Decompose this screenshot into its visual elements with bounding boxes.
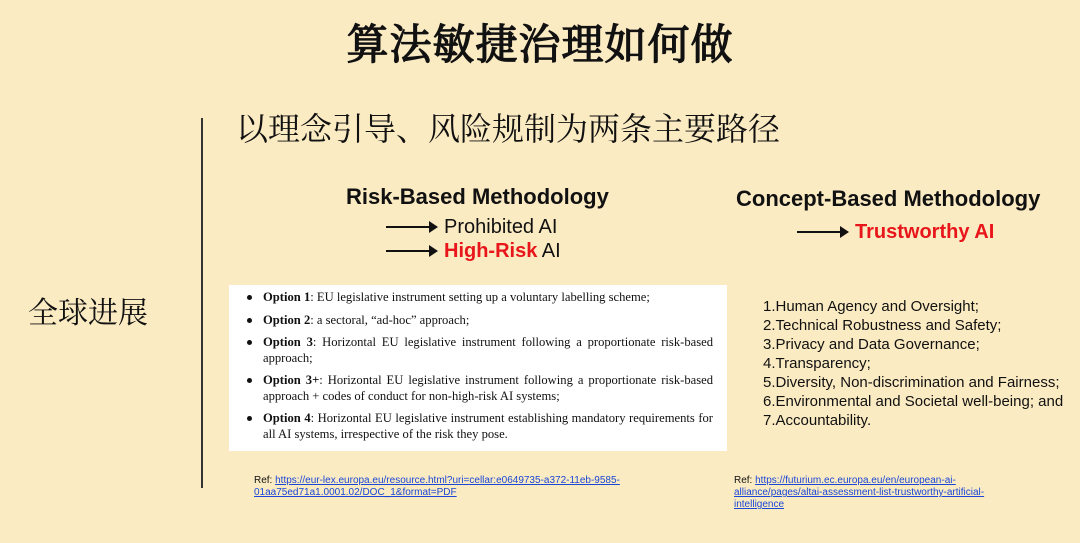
option-label: Option 4 — [263, 411, 311, 425]
options-box — [229, 285, 727, 451]
concept-reference — [734, 475, 1034, 511]
option-item — [243, 373, 713, 404]
option-text: : Horizontal EU legislative instrument following a proportionate risk-based approach + codes of conduct for non-high-risk AI systems; — [263, 373, 713, 403]
high-risk-suffix: AI — [537, 240, 561, 262]
risk-arrow-prohibited — [386, 216, 557, 239]
principle-item: 4.Transparency; — [763, 355, 871, 372]
risk-ref-link[interactable]: https://eur-lex.europa.eu/resource.html?uri=cellar:e0649735-a372-11eb-9585-01aa75ed71a1.0001.02/DOC_1&format=PDF — [254, 475, 620, 498]
right-arrow-icon — [386, 250, 436, 252]
prohibited-ai-label: Prohibited AI — [444, 216, 558, 238]
concept-ref-link[interactable]: https://futurium.ec.europa.eu/en/european-ai-alliance/pages/altai-assessment-list-trustworthy-artificial-intelligence — [734, 475, 985, 510]
option-label: Option 2 — [263, 312, 311, 327]
option-item — [243, 411, 713, 442]
right-arrow-icon — [386, 226, 436, 228]
option-label: Option 3 — [263, 335, 313, 349]
principle-item: 1.Human Agency and Oversight; — [763, 298, 979, 315]
principle-item: 6.Environmental and Societal well-being; and — [763, 393, 1064, 410]
risk-reference — [254, 475, 684, 499]
trustworthy-ai-label: Trustworthy AI — [855, 221, 995, 243]
side-label: 全球进展 — [28, 296, 148, 331]
right-arrow-icon — [797, 231, 847, 233]
slide-subtitle: 以理念引导、风险规制为两条主要路径 — [236, 110, 781, 148]
vertical-divider — [201, 118, 203, 488]
principle-item: 3.Privacy and Data Governance; — [763, 336, 980, 353]
option-text: : EU legislative instrument setting up a voluntary labelling scheme; — [310, 290, 650, 304]
option-label: Option 1 — [263, 290, 311, 304]
option-text: : a sectoral, “ad-hoc” approach; — [310, 312, 470, 327]
principle-item: 2.Technical Robustness and Safety; — [763, 317, 1002, 334]
risk-arrow-high-risk — [386, 240, 561, 263]
slide-title: 算法敏捷治理如何做 — [346, 20, 734, 69]
ref-prefix: Ref: — [254, 475, 276, 486]
concept-arrow-trustworthy — [797, 221, 994, 244]
option-item — [243, 335, 713, 366]
option-label: Option 3+ — [263, 373, 320, 387]
high-risk-label: High-Risk — [444, 240, 538, 262]
option-text: : Horizontal EU legislative instrument establishing mandatory requirements for all AI systems, irrespective of the risk they pose. — [263, 411, 713, 441]
principle-item: 5.Diversity, Non-discrimination and Fairness; — [763, 374, 1060, 391]
option-item — [243, 313, 713, 329]
option-item — [243, 290, 713, 306]
option-text: : Horizontal EU legislative instrument following a proportionate risk-based approach; — [263, 335, 713, 365]
risk-heading: Risk-Based Methodology — [346, 184, 609, 209]
principle-item: 7.Accountability. — [763, 412, 872, 429]
ref-prefix: Ref: — [734, 475, 756, 486]
principles-list — [763, 297, 1063, 430]
concept-heading: Concept-Based Methodology — [736, 186, 1041, 211]
